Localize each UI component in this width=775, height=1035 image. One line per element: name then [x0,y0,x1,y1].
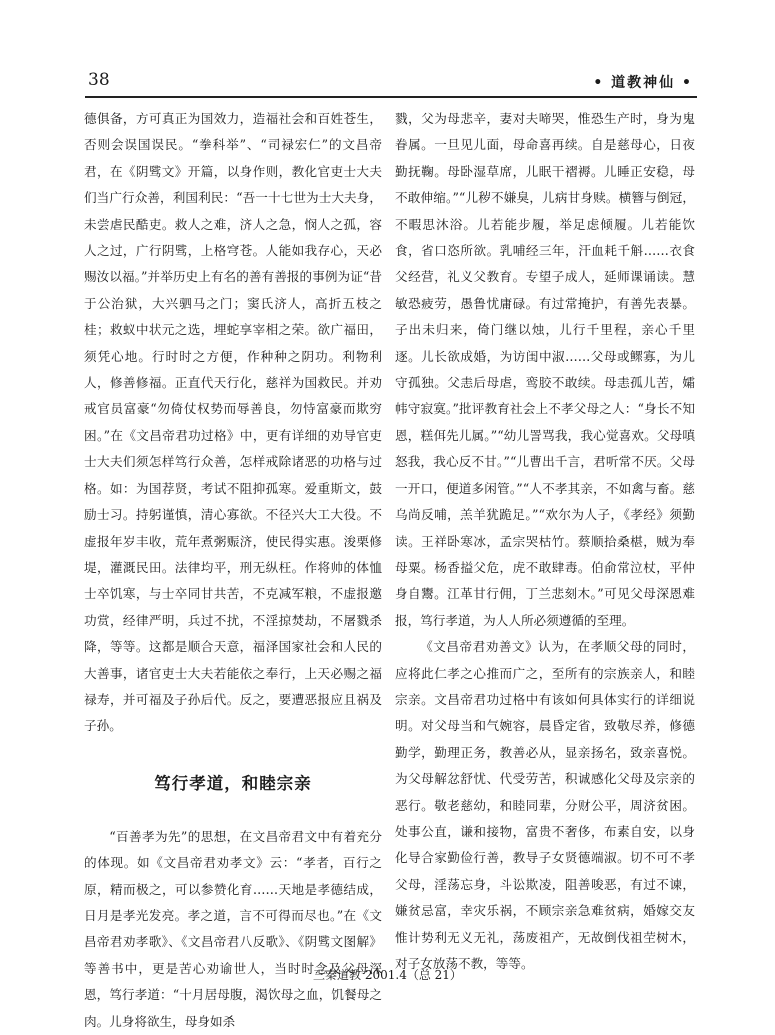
right-paragraph-1: 戮，父为母悲辛，妻对夫啼哭，惟恐生产时，身为鬼眷属。一旦见儿面，母命喜再续。自是慈母心，日夜勤抚鞠。母卧湿草席，儿眠干褶褥。儿睡正安稳，母不敢伸缩。”“儿秽不嫌臭，儿病甘身赎。横簪与倒冠，不暇思沐浴。儿若能步履，举足虑倾履。儿若能饮食，省口恣所欲。乳哺经三年，汗血耗千斛……衣食父经营，礼义父教育。专望子成人，延师课诵读。慧敏恐疲劳，愚鲁忧庸碌。有过常掩护，有善先表暴。子出未归来，倚门继以烛，儿行千里程，亲心千里逐。儿长欲成婚，为访闺中淑……父母或鳏寡，为儿守孤独。父恚后母虐，鸾胶不敢续。母恚孤儿苦，孀帏守寂寞。”批评教育社会上不孝父母之人：“身长不知恩，糕佴先儿属。”“幼儿詈骂我，我心觉喜欢。父母嗔怒我，我心反不甘。”“儿曹出千言，君听常不厌。父母一开口，便道多闲管。”“人不孝其亲，不如禽与畜。慈乌尚反哺，羔羊犹跪足。”“欢尔为人子，《孝经》须勤读。王祥卧寒冰，孟宗哭枯竹。蔡顺拾桑椹，贼为奉母粟。杨香搤父危，虎不敢肆毒。伯俞常泣杖，平仲身自鬻。江革甘行佣，丁兰悲刻木。”可见父母深恩难报，笃行孝道，为人人所必须遵循的至理。 [395,111,695,628]
right-column [395,106,695,977]
left-paragraph-1: 德俱备，方可真正为国效力，造福社会和百姓苍生，否则会误国误民。“拳科举”、“司禄宏仁”的文昌帝君，在《阴骘文》开篇，以身作则，教化官吏士大夫们当广行众善，利国利民：“吾一十七世为士大夫身，未尝虐民酷吏。救人之难，济人之急，悯人之孤，容人之过，广行阴骘，上格穹苍。人能如我存心，天必赐汝以福。”并举历史上有名的善有善报的事例为证“昔于公治狱，大兴驷马之门；窦氏济人，高折五枝之桂；救蚁中状元之选，埋蛇享宰相之荣。欲广福田，须凭心地。行时时之方便，作种种之阴功。利物利人，修善修福。正直代天行化，慈祥为国救民。并劝戒官员富豪“勿倚仗权势而辱善良，勿恃富豪而欺穷困。”在《文昌帝君功过格》中，更有详细的劝导官吏士大夫们须怎样笃行众善，怎样戒除诸恶的功格与过格。如：为国荐贤，考试不阻抑孤寒。爱重斯文，鼓励士习。持躬谨慎，清心寡欲。不径兴大工大役。不虚报年岁丰收，荒年煮粥赈济，使民得实惠。浚栗修堤，灌溉民田。法律均平，刑无纵枉。作将帅的体恤士卒饥寒，与士卒同甘共苦，不克减军粮，不虚报邀功赏，经律严明，兵过不扰，不淫掠焚劫，不屠戮杀降，等等。这都是顺合天意，福泽国家社会和人民的大善事，诸官吏士大夫若能依之奉行，上天必赐之福禄寿，并可福及子孙后代。反之，要遭恶报应且祸及子孙。 [84,111,382,734]
page-footer: 三秦道教 2001.4（总 21） [313,968,462,982]
page-number: 38 [88,70,110,90]
left-column [84,106,382,1035]
running-title: • 道教神仙 • [593,75,693,91]
right-paragraph-2: 《文昌帝君劝善文》认为，在孝顺父母的同时，应将此仁孝之心推而广之，至所有的宗族亲人，和睦宗亲。文昌帝君功过格中有该如何具体实行的详细说明。对父母当和气婉容，晨昏定省，致敬尽养，修德勤学，勤理正务，教善必从，显亲扬名，致亲喜悦。为父母解忿舒忧、代受劳苦，积诚感化父母及宗亲的恶行。敬老慈幼，和睦同辈，分财公平，周济贫困。处事公直，谦和接物，富贵不奢侈，布素自安，以身化导合家勤俭行善，教导子女贤德端淑。切不可不孝父母，淫荡忘身，斗讼欺凌，阻善唆恶，有过不谏，嫌贫忌富，幸灾乐祸，不顾宗亲急难贫病，婚嫁交友惟计势利无义无礼，荡废祖产，无故倒伐祖茔树木，对子女放荡不教，等等。 [395,639,695,971]
section-title: 笃行孝道，和睦宗亲 [154,773,312,793]
header-rule [85,96,697,98]
left-paragraph-2: “百善孝为先”的思想，在文昌帝君文中有着充分的体现。如《文昌帝君劝孝文》云：“孝者，百行之原，精而极之，可以参赞化育……天地是孝德结成，日月是孝光发亮。孝之道，言不可得而尽也。”在《文昌帝君劝孝歌》、《文昌帝君八反歌》、《阴骘文图解》等善书中，更是苦心劝谕世人，当时时念及父母深恩，笃行孝道：“十月居母腹，渴饮母之血，饥餐母之肉。儿身将欲生，母身如杀 [84,828,382,1029]
